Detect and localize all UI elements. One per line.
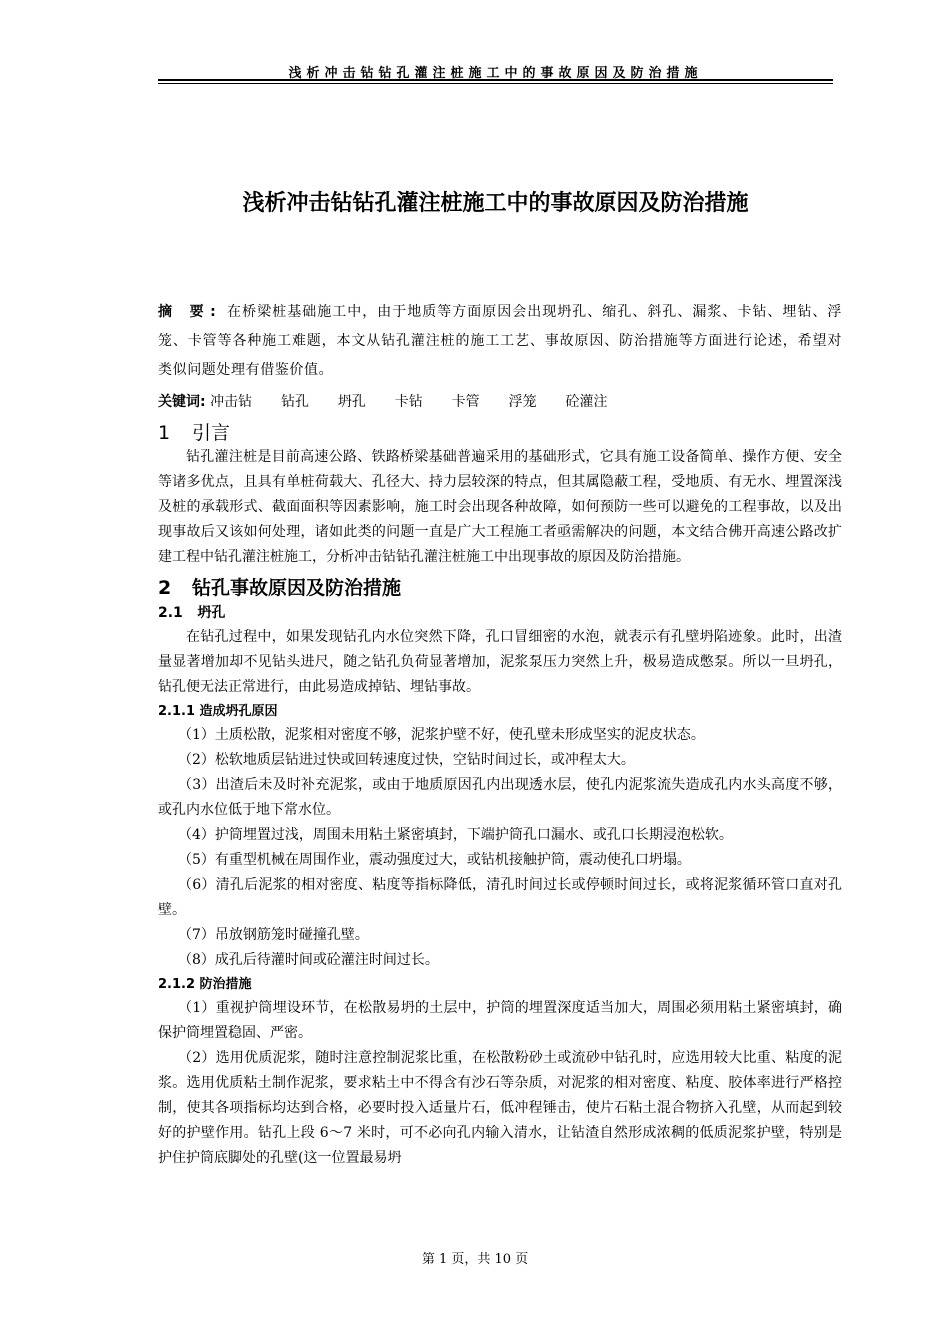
subsection-heading-2-1: 2.1 坍孔 bbox=[158, 605, 226, 621]
section-1-paragraph: 钻孔灌注桩是目前高速公路、铁路桥梁基础普遍采用的基础形式，它具有施工设备简单、操作方便、安全等诸多优点，且具有单桩荷载大、孔径大、持力层较深的特点，但其属隐蔽工程，受地质、有无水、埋置深浅及桩的承载形式、截面面积等因素影响，施工时会出现各种故障，如何预防一些可以避免的工程事故，以及出现事故后又该如何处理，诸如此类的问题一直是广大工程施工者亟需解决的问题，本文结合佛开高速公路改扩建工程中钻孔灌注桩施工，分析冲击钻钻孔灌注桩施工中出现事故的原因及防治措施。 bbox=[158, 449, 842, 565]
section-heading-2 bbox=[158, 576, 842, 600]
abstract-label: 摘 要: bbox=[158, 304, 222, 320]
abstract-text: 在桥梁桩基础施工中，由于地质等方面原因会出现坍孔、缩孔、斜孔、漏浆、卡钻、埋钻、浮笼、卡管等各种施工难题，本文从钻孔灌注桩的施工工艺、事故原因、防治措施等方面进行论述，希望对类似问题处理有借鉴价值。 bbox=[158, 304, 842, 378]
document-title: 浅析冲击钻钻孔灌注桩施工中的事故原因及防治措施 bbox=[242, 191, 749, 216]
keywords-list: 冲击钻 钻孔 坍孔 卡钻 卡管 浮笼 砼灌注 bbox=[210, 394, 608, 410]
list-item: （8）成孔后待灌时间或砼灌注时间过长。 bbox=[178, 952, 439, 968]
list-item: （7）吊放钢筋笼时碰撞孔壁。 bbox=[178, 927, 369, 943]
running-header: 浅析冲击钻钻孔灌注桩施工中的事故原因及防治措施 bbox=[288, 66, 703, 81]
header-rule-thin bbox=[158, 83, 833, 84]
list-item: （5）有重型机械在周围作业，震动强度过大，或钻机接触护筒，震动使孔口坍塌。 bbox=[178, 852, 691, 868]
keywords bbox=[158, 389, 842, 415]
list-item: （1）重视护筒埋设环节，在松散易坍的土层中，护筒的埋置深度适当加大，周围必须用粘土紧密填封，确保护筒埋置稳固、严密。 bbox=[158, 1000, 842, 1041]
list-item: （3）出渣后未及时补充泥浆，或由于地质原因孔内出现透水层，使孔内泥浆流失造成孔内水头高度不够，或孔内水位低于地下常水位。 bbox=[158, 777, 842, 818]
section-number: 2 bbox=[158, 577, 172, 599]
list-item: （6）清孔后泥浆的相对密度、粘度等指标降低，清孔时间过长或停顿时间过长，或将泥浆循环管口直对孔壁。 bbox=[158, 877, 842, 918]
subsection-2-1-paragraph: 在钻孔过程中，如果发现钻孔内水位突然下降，孔口冒细密的水泡，就表示有孔壁坍陷迹象。此时，出渣量显著增加却不见钻头进尺，随之钻孔负荷显著增加，泥浆泵压力突然上升，极易造成憋泵。所以一旦坍孔，钻孔便无法正常进行，由此易造成掉钻、埋钻事故。 bbox=[158, 629, 842, 695]
list-item: （2）松软地质层钻进过快或回转速度过快，空钻时间过长，或冲程太大。 bbox=[178, 752, 635, 768]
subsubsection-heading-2-1-1: 2.1.1 造成坍孔原因 bbox=[158, 704, 278, 719]
section-number: 1 bbox=[158, 422, 171, 444]
section-title: 引言 bbox=[192, 422, 231, 444]
subsubsection-heading-2-1-2: 2.1.2 防治措施 bbox=[158, 977, 252, 992]
list-item: （2）选用优质泥浆，随时注意控制泥浆比重，在松散粉砂土或流砂中钻孔时，应选用较大比重、粘度的泥浆。选用优质粘土制作泥浆，要求粘土中不得含有沙石等杂质，对泥浆的相对密度、粘度、胶体率进行严格控制，使其各项指标均达到合格，必要时投入适量片石，低冲程锤击，使片石粘土混合物挤入孔壁，从而起到较好的护壁作用。钻孔上段 6～7 米时，可不必向孔内输入清水，让钻渣自然形成浓稠的低质泥浆护壁，特别是护住护筒底脚处的孔壁(这一位置最易坍 bbox=[158, 1050, 842, 1166]
abstract bbox=[158, 298, 842, 385]
document-body bbox=[158, 298, 842, 1171]
list-item: （4）护筒埋置过浅，周围未用粘土紧密填封，下端护筒孔口漏水、或孔口长期浸泡松软。 bbox=[178, 827, 733, 843]
list-item: （1）土质松散，泥浆相对密度不够，泥浆护壁不好，使孔壁未形成坚实的泥皮状态。 bbox=[178, 727, 705, 743]
keywords-label: 关键词: bbox=[158, 394, 206, 410]
section-title: 钻孔事故原因及防治措施 bbox=[192, 577, 402, 599]
page-footer: 第 1 页，共 10 页 bbox=[421, 1252, 529, 1267]
header-rule bbox=[158, 79, 833, 81]
section-heading-1 bbox=[158, 421, 842, 445]
